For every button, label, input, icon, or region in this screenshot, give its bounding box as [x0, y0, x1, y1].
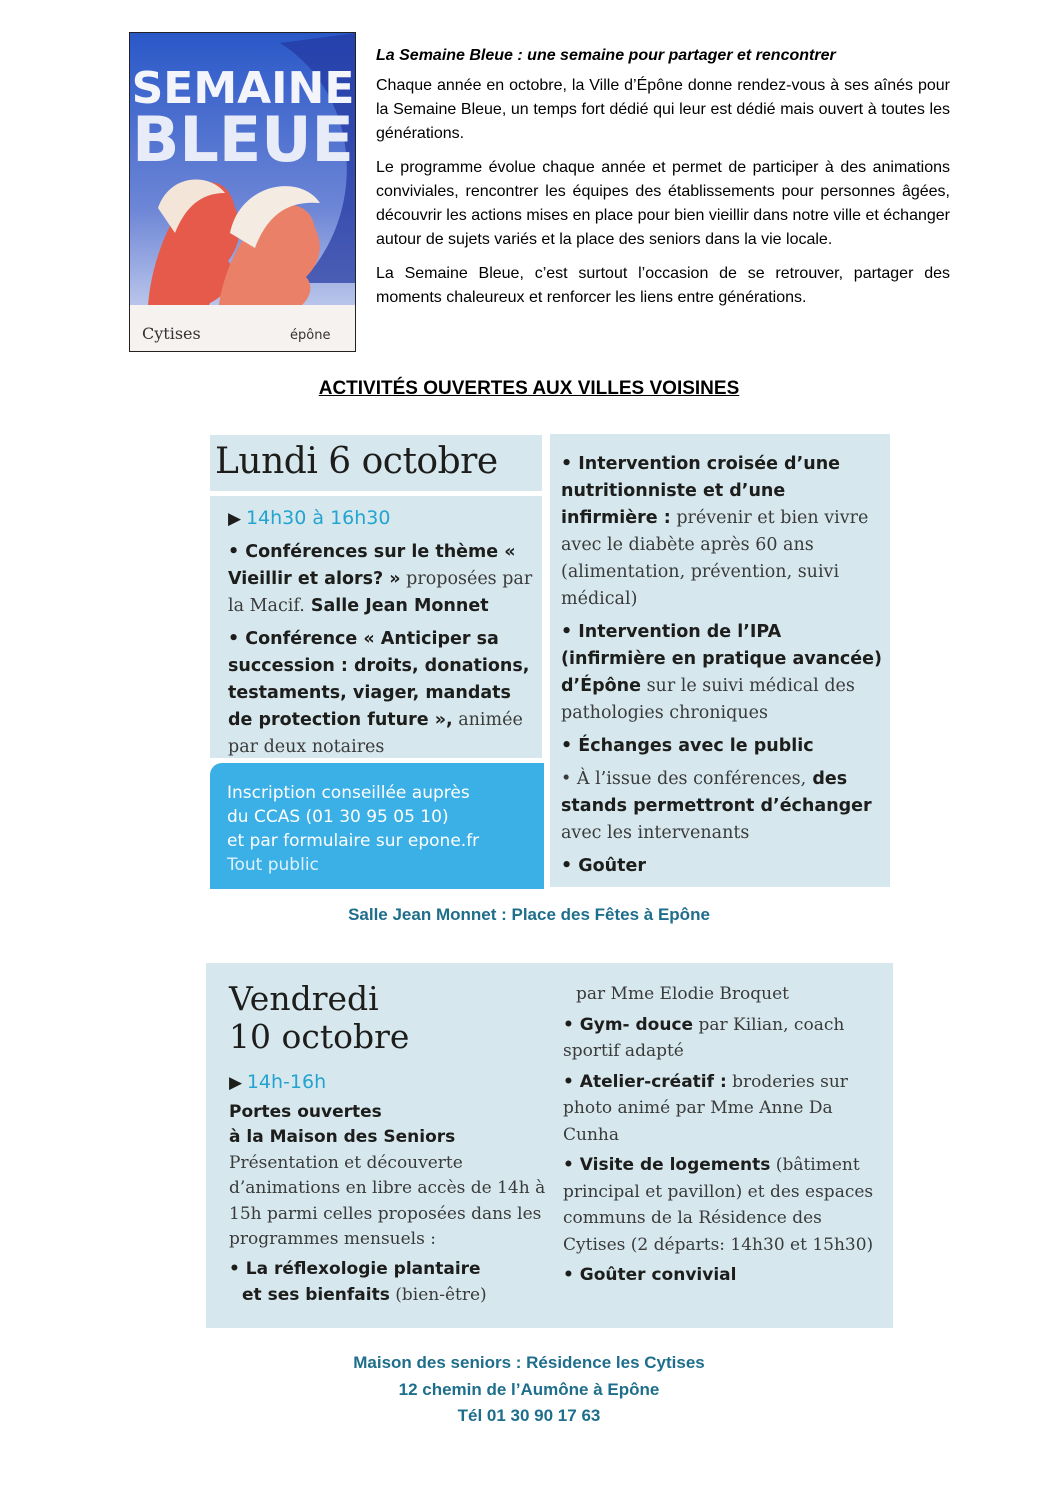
friday-item-workshop: • Atelier-créatif : broderies sur photo animé par Mme Anne Da Cunha	[563, 1071, 848, 1145]
registration-line-1: Inscription conseillée auprès	[227, 783, 470, 803]
intro-paragraph-2: Le programme évolue chaque année et permet de participer à des animations conviviales, rencontrer les équipes des établissements pour personnes âgées, découvrir les actions mises en place pour bien vieillir dans notre ville et échanger autour de sujets variés et la place des seniors dans la vie locale.	[376, 159, 950, 248]
footer-line-1: Maison des seniors : Résidence les Cytises	[353, 1353, 705, 1372]
friday-title-line-1: Vendredi	[229, 979, 379, 1018]
semaine-bleue-poster	[129, 32, 356, 352]
friday-open-house-line-1: Portes ouvertes	[229, 1101, 382, 1122]
monday-item-ipa: • Intervention de l’IPA (infirmière en pratique avancée) d’Épône sur le suivi médical des pathologies chroniques	[561, 622, 883, 723]
friday-title-line-2: 10 octobre	[229, 1017, 410, 1056]
monday-left-content	[228, 505, 540, 760]
friday-right-content	[563, 982, 883, 1289]
friday-title	[229, 980, 409, 1056]
friday-reflexology-host: par Mme Elodie Broquet	[576, 984, 789, 1004]
monday-conference-2: • Conférence « Anticiper sa succession : droits, donations, testaments, viager, mandats de protection future », animée par deux notaires	[228, 629, 530, 757]
friday-item-snack: • Goûter convivial	[563, 1265, 737, 1285]
friday-item-visit: • Visite de logements (bâtiment principal et pavillon) et des espaces communs de la Résidence des Cytises (2 départs: 14h30 et 15h30)	[563, 1155, 874, 1255]
monday-right-content	[561, 450, 887, 879]
registration-line-3: et par formulaire sur epone.fr	[227, 831, 480, 851]
intro-text	[376, 44, 950, 320]
friday-open-house-line-2: à la Maison des Seniors	[229, 1127, 456, 1147]
intro-paragraph-1: Chaque année en octobre, la Ville d’Épône donne rendez-vous à ses aînés pour la Semaine Bleue, un temps fort dédié qui leur est dédié mais ouvert à toutes les générations.	[376, 77, 950, 142]
friday-item-reflexology: • La réflexologie plantaire et ses bienfaits (bien-être)	[229, 1258, 487, 1305]
poster-logo-left: Cytises	[142, 324, 201, 343]
monday-item-nutrition: • Intervention croisée d’une nutritionniste et d’une infirmière : prévenir et bien vivre avec le diabète après 60 ans (alimentation, prévention, suivi médical)	[561, 454, 869, 609]
play-arrow-icon: ▶	[228, 509, 242, 528]
footer-address	[0, 1350, 1058, 1430]
monday-item-stands: • À l’issue des conférences, des stands permettront d’échanger avec les intervenants	[561, 769, 872, 843]
friday-open-house-description: Présentation et découverte d’animations en libre accès de 14h à 15h parmi celles proposées dans les programmes mensuels :	[229, 1152, 546, 1249]
poster-logo-right: épône	[290, 328, 331, 343]
intro-lead: La Semaine Bleue : une semaine pour partager et rencontrer	[376, 47, 836, 64]
monday-item-snack: • Goûter	[561, 856, 646, 876]
friday-item-gym: • Gym- douce par Kilian, coach sportif adapté	[563, 1014, 845, 1061]
registration-audience: Tout public	[227, 855, 319, 875]
monday-item-exchanges: • Échanges avec le public	[561, 736, 814, 756]
footer-line-2: 12 chemin de l’Aumône à Epône	[398, 1379, 660, 1399]
monday-time: 14h30 à 16h30	[245, 507, 391, 529]
poster-illustration	[130, 33, 356, 352]
intro-paragraph-3: La Semaine Bleue, c’est surtout l’occasion de se retrouver, partager des moments chaleureux et renforcer les liens entre générations.	[376, 265, 950, 306]
poster-title-line1: SEMAINE	[131, 63, 355, 114]
poster-title-line2: BLEUE	[132, 103, 354, 176]
friday-left-content	[229, 1070, 549, 1309]
monday-title: Lundi 6 octobre	[215, 441, 498, 482]
section-title: ACTIVITÉS OUVERTES AUX VILLES VOISINES	[318, 378, 740, 399]
play-arrow-icon: ▶	[229, 1073, 243, 1092]
monday-registration-text	[227, 781, 539, 877]
footer-phone: Tél 01 30 90 17 63	[457, 1406, 601, 1425]
monday-venue: Salle Jean Monnet : Place des Fêtes à Epône	[348, 905, 710, 924]
friday-time: 14h-16h	[246, 1071, 327, 1093]
registration-line-2: du CCAS (01 30 95 05 10)	[227, 807, 449, 827]
monday-conference-1: • Conférences sur le thème « Vieillir et alors? » proposées par la Macif. Salle Jean Monnet	[228, 542, 533, 616]
